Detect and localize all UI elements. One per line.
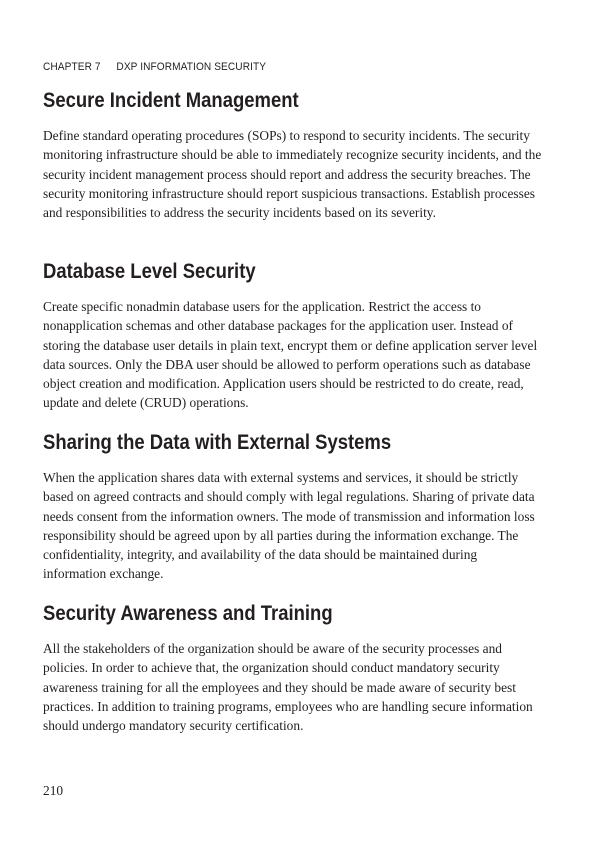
section-body: Create specific nonadmin database users for the application. Restrict the access to nonapplication schemas and other database packages for the application user. Instead of storing the database user details in plain text, encrypt them or define application server level data sources. Only the DBA user should be allowed to perform operations such as database object creation and modification. Application users should be restricted to do create, read, update and delete (CRUD) operations.	[43, 299, 538, 411]
book-page	[43, 0, 543, 857]
section-secure-incident-management	[43, 88, 543, 222]
section-security-awareness-training	[43, 601, 543, 735]
section-heading: Security Awareness and Training	[43, 602, 333, 625]
running-header	[43, 61, 266, 73]
page-number: 210	[43, 783, 64, 798]
section-body: When the application shares data with external systems and services, it should be strictly based on agreed contracts and should comply with legal regulations. Sharing of private data needs consent from the information owners. The mode of transmission and information loss responsibility should be agreed upon by all parties during the information exchange. The confidentiality, integrity, and availability of the data should be maintained during information exchange.	[43, 470, 535, 582]
section-heading: Secure Incident Management	[43, 89, 299, 112]
section-database-level-security	[43, 259, 543, 413]
section-heading: Sharing the Data with External Systems	[43, 431, 392, 454]
section-body: Define standard operating procedures (SOPs) to respond to security incidents. The security monitoring infrastructure should be able to immediately recognize security incidents, and the security incident management process should report and address the security breaches. The security monitoring infrastructure should report suspicious transactions. Establish processes and responsibilities to address the security incidents based on its severity.	[43, 128, 542, 221]
section-sharing-data-external-systems	[43, 430, 543, 584]
section-body: All the stakeholders of the organization should be aware of the security processes and policies. In order to achieve that, the organization should conduct mandatory security awareness training for all the employees and they should be made aware of security best practices. In addition to training programs, employees who are handling secure information should undergo mandatory security certification.	[43, 641, 533, 734]
chapter-label: CHAPTER 7	[43, 61, 101, 73]
section-heading: Database Level Security	[43, 260, 256, 283]
chapter-title: DXP INFORMATION SECURITY	[116, 61, 267, 73]
